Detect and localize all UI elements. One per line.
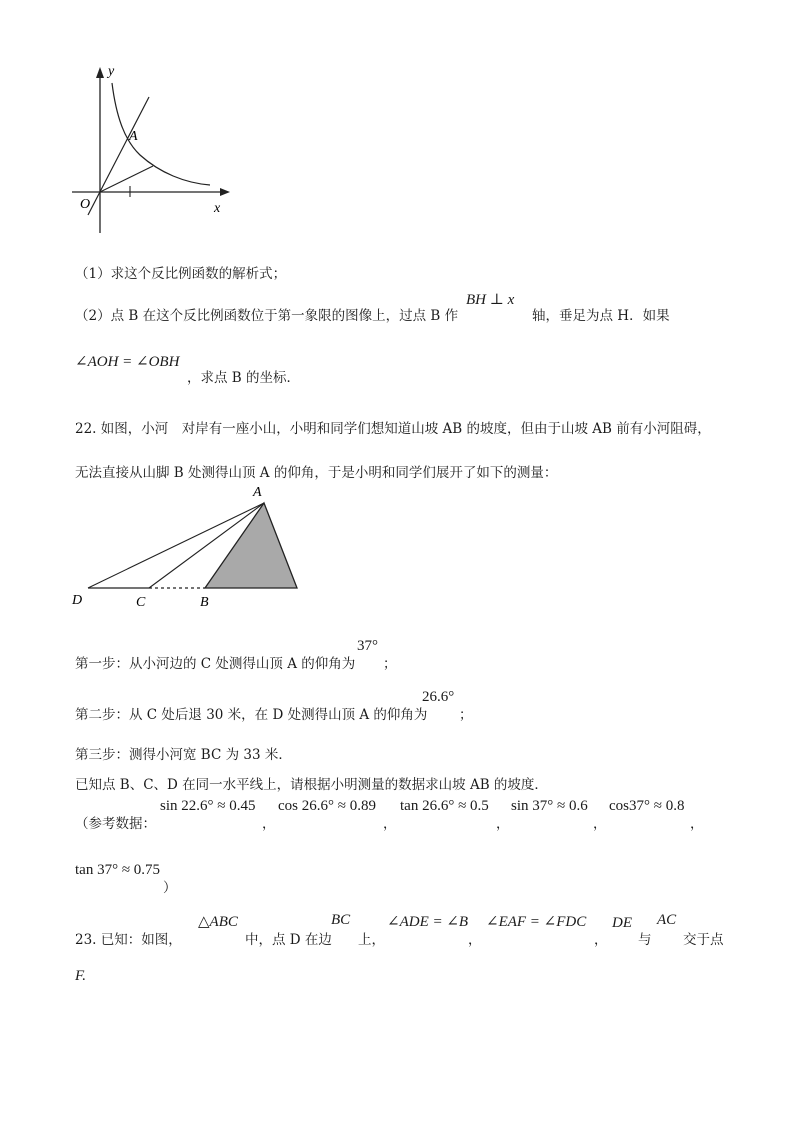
origin-label: O: [80, 197, 91, 212]
q22-ref-comma3: ，: [496, 816, 510, 832]
q22-step3: 第三步：测得小河宽 BC 为 33 米．: [75, 747, 292, 763]
q23-de: DE: [612, 915, 632, 931]
q23-text-jiao: 交于点: [683, 932, 724, 948]
q22-step2: 第二步：从 C 处后退 30 米，在 D 处测得山顶 A 的仰角为: [75, 707, 428, 723]
q22-ref-comma5: ，: [690, 816, 704, 832]
label-a: A: [253, 485, 262, 500]
q21-part2-text-a: （2）点 B 在这个反比例函数位于第一象限的图像上，过点 B 作: [75, 308, 459, 324]
q22-step2-end: ；: [459, 707, 473, 723]
q23-angle2: ∠EAF = ∠FDC: [486, 914, 587, 930]
q22-ref-tan26: tan 26.6° ≈ 0.5: [400, 798, 489, 814]
q23-comma1: ，: [468, 932, 482, 948]
q23-text-yu: 与: [638, 932, 652, 948]
x-axis-label: x: [214, 201, 221, 216]
q22-reference-label: （参考数据：: [75, 816, 156, 832]
q23-lead: 23. 已知：如图，: [75, 932, 182, 948]
hyperbola-curve: [112, 83, 210, 185]
q22-ref-tan37: tan 37° ≈ 0.75: [75, 862, 161, 878]
q23-text-shang: 上，: [358, 932, 385, 948]
q22-ref-sin22: sin 22.6° ≈ 0.45: [160, 798, 256, 814]
label-b: B: [200, 595, 209, 610]
q21-part2-text-b: 轴，垂足为点 H．如果: [532, 308, 670, 324]
q22-step2-angle: 26.6°: [422, 689, 455, 705]
segment-ob: [100, 166, 153, 192]
q23-comma2: ，: [594, 932, 608, 948]
q22-ref-cos26: cos 26.6° ≈ 0.89: [278, 798, 376, 814]
q21-part1: （1）求这个反比例函数的解析式；: [75, 266, 287, 282]
q23-angle1: ∠ADE = ∠B: [387, 914, 469, 930]
q21-part2-math: BH ⊥ x: [466, 292, 515, 308]
q22-known: 已知点 B、C、D 在同一水平线上，请根据小明测量的数据求山坡 AB 的坡度．: [75, 777, 548, 793]
q22-ref-sin37: sin 37° ≈ 0.6: [511, 798, 588, 814]
q22-step1: 第一步：从小河边的 C 处测得山顶 A 的仰角为: [75, 656, 356, 672]
q21-part2-text-c: ，求点 B 的坐标．: [187, 370, 301, 386]
q23-bc: BC: [331, 912, 351, 928]
y-axis-label: y: [108, 64, 115, 79]
q21-part2-angle-condition: ∠AOH = ∠OBH: [75, 354, 180, 370]
q22-ref-cos37: cos37° ≈ 0.8: [609, 798, 685, 814]
q22-ref-comma2: ，: [383, 816, 397, 832]
label-d: D: [72, 593, 83, 608]
q22-step1-end: ；: [383, 656, 397, 672]
hill-measurement-figure: [60, 480, 320, 610]
x-axis-arrow-icon: [220, 188, 230, 196]
point-a-label: A: [129, 129, 138, 144]
q22-step1-angle: 37°: [357, 638, 378, 654]
q22-line1: 22. 如图，小河 对岸有一座小山，小明和同学们想知道山坡 AB 的坡度，但由于山坡 AB 前有小河阻碍，: [75, 421, 711, 437]
q22-line2: 无法直接从山脚 B 处测得山顶 A 的仰角，于是小明和同学们展开了如下的测量：: [75, 465, 558, 481]
inverse-function-graph: [60, 55, 240, 235]
q23-ac: AC: [657, 912, 677, 928]
q22-ref-comma4: ，: [593, 816, 607, 832]
q23-point-f: F.: [75, 968, 86, 984]
label-c: C: [136, 595, 146, 610]
q23-triangle: △ABC: [198, 914, 238, 930]
q22-ref-close: ）: [163, 880, 177, 896]
y-axis-arrow-icon: [96, 67, 104, 78]
q22-ref-comma1: ，: [262, 816, 276, 832]
q23-text-zhong: 中，点 D 在边: [245, 932, 332, 948]
hill-triangle: [205, 503, 297, 588]
